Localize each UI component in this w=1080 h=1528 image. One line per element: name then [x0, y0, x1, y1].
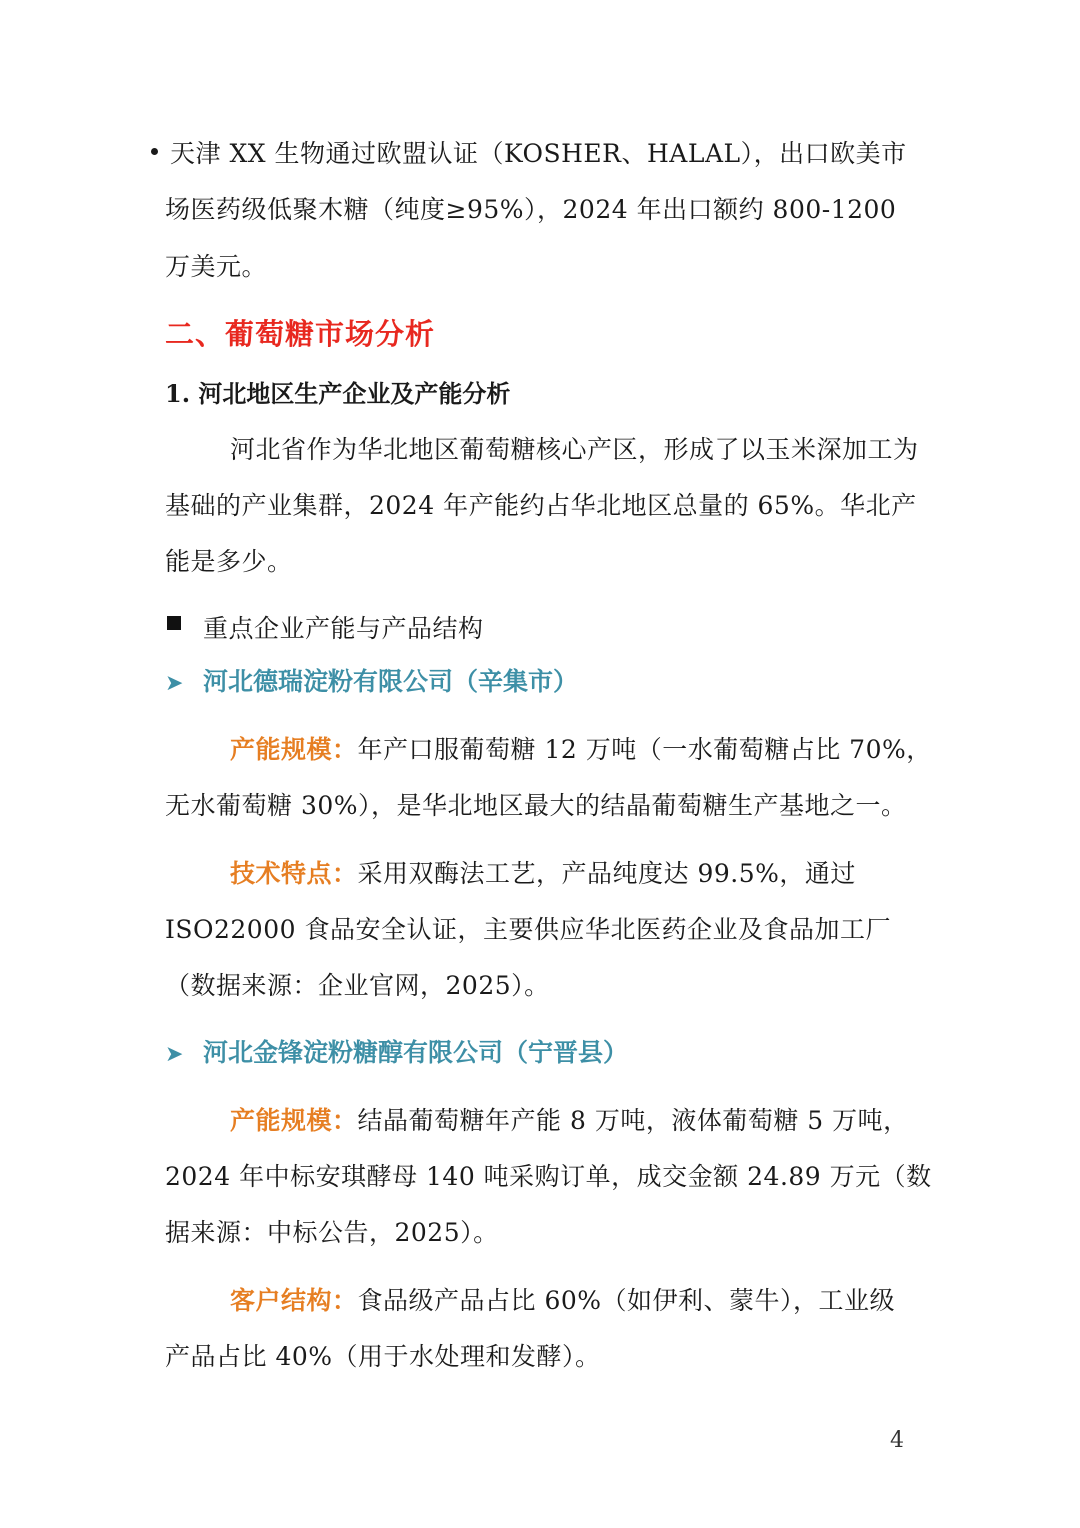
company-heading-2: [165, 1033, 628, 1069]
company-1-item-2-line-3: （数据来源：企业官网，2025）。: [165, 971, 550, 1000]
company-2-item-1-line-3: 据来源：中标公告，2025）。: [165, 1218, 499, 1247]
company-2-item-1-text: 结晶葡萄糖年产能 8 万吨，液体葡萄糖 5 万吨，: [357, 1106, 909, 1135]
square-bullet-icon: [167, 616, 181, 630]
paragraph-line-1: 河北省作为华北地区葡萄糖核心产区，形成了以玉米深加工为: [230, 435, 919, 464]
company-1-item-1-line-2: 无水葡萄糖 30%），是华北地区最大的结晶葡萄糖生产基地之一。: [165, 791, 907, 820]
paragraph-line-2: 基础的产业集群，2024 年产能约占华北地区总量的 65%。华北产: [165, 491, 917, 520]
subsection-title: 1. 河北地区生产企业及产能分析: [165, 379, 511, 408]
company-1-item-1-line-1: [230, 730, 932, 766]
arrow-right-icon: ➤: [165, 671, 184, 696]
company-name-1: 河北德瑞淀粉有限公司（辛集市）: [203, 667, 579, 696]
intro-line-1: 天津 XX 生物通过欧盟认证（KOSHER、HALAL），出口欧美市: [170, 139, 907, 168]
company-2-item-1-line-1: [230, 1101, 909, 1137]
label-customers: 客户结构：: [230, 1286, 358, 1315]
company-2-item-2-line-1: [230, 1281, 895, 1317]
company-1-item-2-line-1: [230, 854, 856, 890]
company-1-item-2-text: 采用双酶法工艺，产品纯度达 99.5%，通过: [357, 859, 856, 888]
page-number: 4: [890, 1428, 904, 1453]
arrow-right-icon: ➤: [165, 1042, 184, 1067]
intro-line-2: 场医药级低聚木糖（纯度≥95%），2024 年出口额约 800-1200: [165, 195, 897, 224]
section-title: 二、葡萄糖市场分析: [165, 317, 436, 351]
company-1-item-1-text: 年产口服葡萄糖 12 万吨（一水葡萄糖占比 70%，: [357, 735, 932, 764]
label-capacity: 产能规模：: [230, 1106, 358, 1135]
company-1-item-2-line-2: ISO22000 食品安全认证，主要供应华北医药企业及食品加工厂: [165, 915, 891, 944]
list-heading: 重点企业产能与产品结构: [203, 614, 484, 643]
paragraph-line-3: 能是多少。: [165, 547, 293, 576]
label-tech: 技术特点：: [230, 859, 358, 888]
intro-line-3: 万美元。: [165, 252, 268, 281]
bullet-dot-icon: [151, 148, 158, 155]
label-capacity: 产能规模：: [230, 735, 358, 764]
company-2-item-2-text: 食品级产品占比 60%（如伊利、蒙牛），工业级: [357, 1286, 896, 1315]
company-2-item-2-line-2: 产品占比 40%（用于水处理和发酵）。: [165, 1342, 601, 1371]
company-name-2: 河北金锋淀粉糖醇有限公司（宁晋县）: [203, 1038, 629, 1067]
company-heading-1: [165, 662, 578, 698]
company-2-item-1-line-2: 2024 年中标安琪酵母 140 吨采购订单，成交金额 24.89 万元（数: [165, 1162, 932, 1191]
